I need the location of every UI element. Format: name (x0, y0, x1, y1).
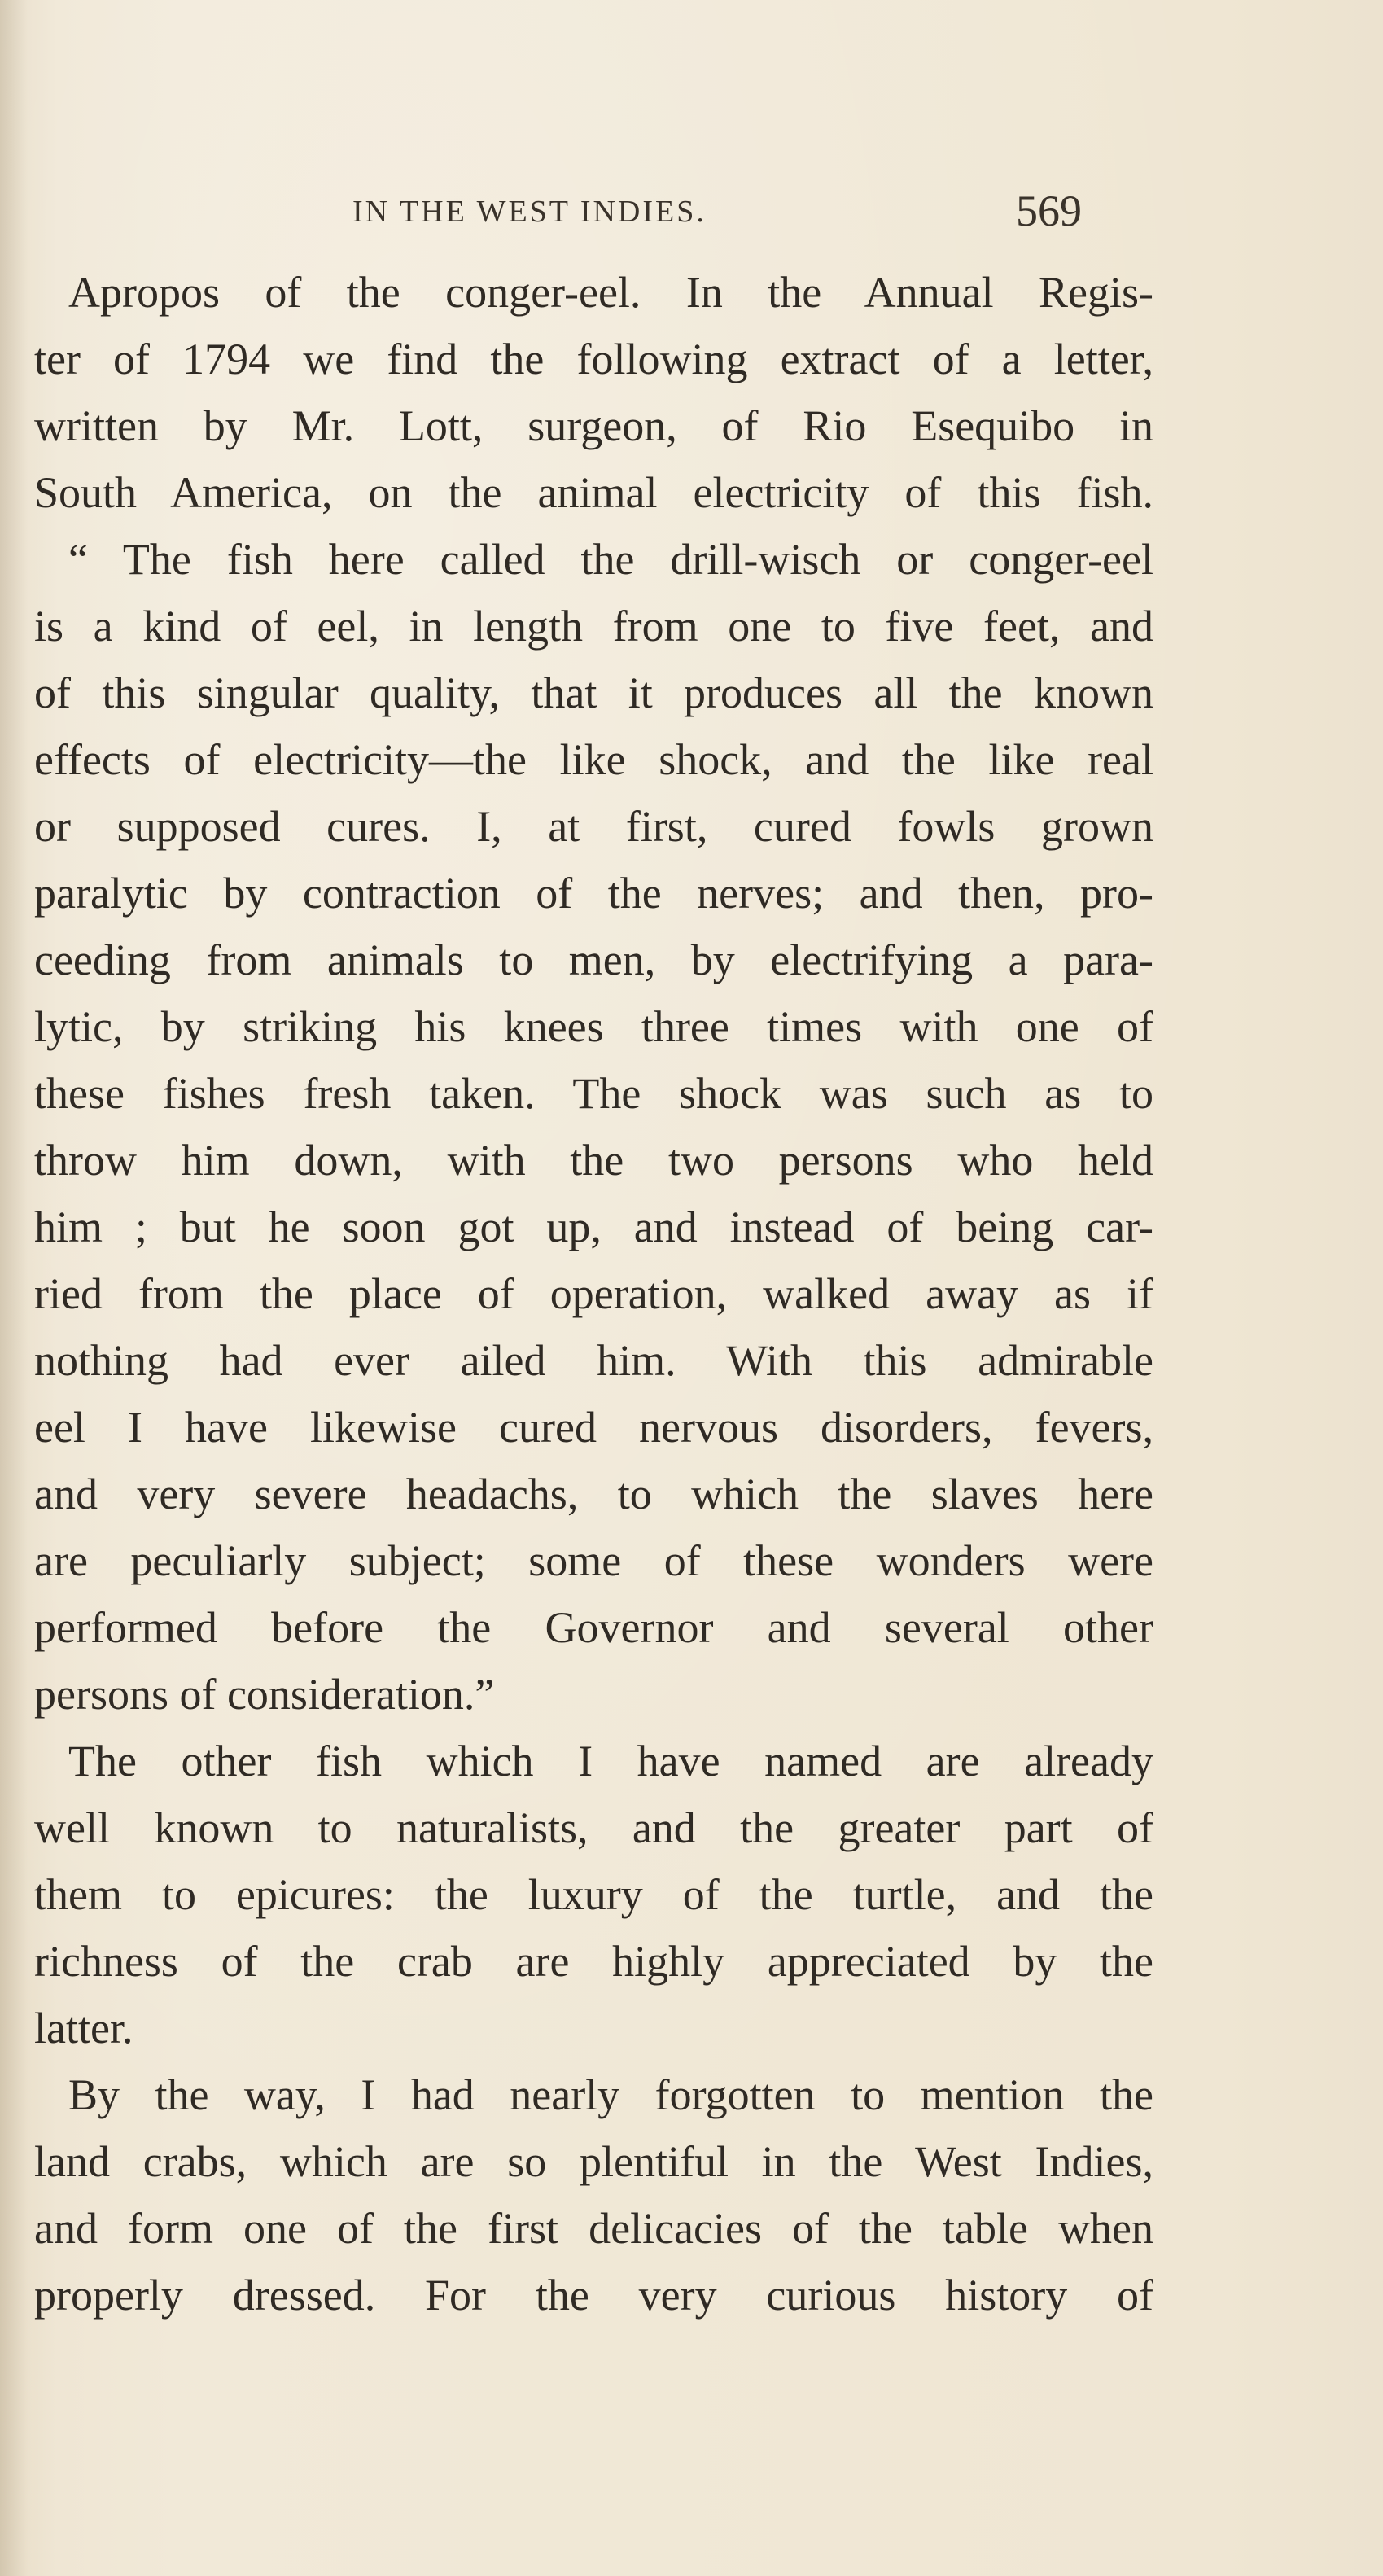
text-line: lytic, by striking his knees three times with one of (34, 1002, 1153, 1051)
text-line: and very severe headachs, to which the slaves here (34, 1470, 1153, 1518)
text-line: these fishes fresh taken. The shock was such as to (34, 1069, 1153, 1118)
text-line: The other fish which I have named are already (68, 1737, 1153, 1785)
text-line: properly dressed. For the very curious history of (34, 2271, 1153, 2320)
text-line: and form one of the first delicacies of the table when (34, 2204, 1153, 2253)
text-line: are peculiarly subject; some of these wonders were (34, 1536, 1153, 1585)
text-line: well known to naturalists, and the greater part of (34, 1803, 1153, 1852)
text-line: “ The fish here called the drill-wisch or conger-eel (68, 535, 1153, 584)
text-line: nothing had ever ailed him. With this admirable (34, 1336, 1153, 1385)
text-line: By the way, I had nearly forgotten to mention the (68, 2070, 1153, 2119)
text-line: South America, on the animal electricity of this fish. (34, 468, 1153, 517)
text-line: paralytic by contraction of the nerves; and then, pro- (34, 869, 1153, 918)
page-header (0, 186, 1383, 243)
text-line: or supposed cures. I, at first, cured fowls grown (34, 802, 1153, 851)
text-line: Apropos of the conger-eel. In the Annual Regis- (68, 268, 1153, 317)
page-number: 569 (1016, 186, 1082, 235)
text-line: richness of the crab are highly appreciated by the (34, 1937, 1153, 1986)
text-line: persons of consideration.” (34, 1670, 495, 1719)
text-line: land crabs, which are so plentiful in the West Indies, (34, 2137, 1153, 2186)
text-line: is a kind of eel, in length from one to five feet, and (34, 602, 1153, 651)
running-head: IN THE WEST INDIES. (352, 195, 707, 229)
text-line: of this singular quality, that it produces all the known (34, 668, 1153, 717)
text-line: latter. (34, 2004, 133, 2052)
body-text (34, 259, 1153, 2328)
text-line: him ; but he soon got up, and instead of being car- (34, 1203, 1153, 1251)
text-line: them to epicures: the luxury of the turtle, and the (34, 1870, 1153, 1919)
text-line: written by Mr. Lott, surgeon, of Rio Esequibo in (34, 401, 1153, 450)
text-line: performed before the Governor and several other (34, 1603, 1153, 1652)
text-line: eel I have likewise cured nervous disorders, fevers, (34, 1403, 1153, 1452)
gutter-shadow (0, 0, 28, 2576)
text-line: effects of electricity—the like shock, and the like real (34, 735, 1153, 784)
text-line: ceeding from animals to men, by electrifying a para- (34, 935, 1153, 984)
text-line: throw him down, with the two persons who held (34, 1136, 1153, 1185)
text-line: ried from the place of operation, walked away as if (34, 1269, 1153, 1318)
text-line: ter of 1794 we find the following extract of a letter, (34, 335, 1153, 383)
